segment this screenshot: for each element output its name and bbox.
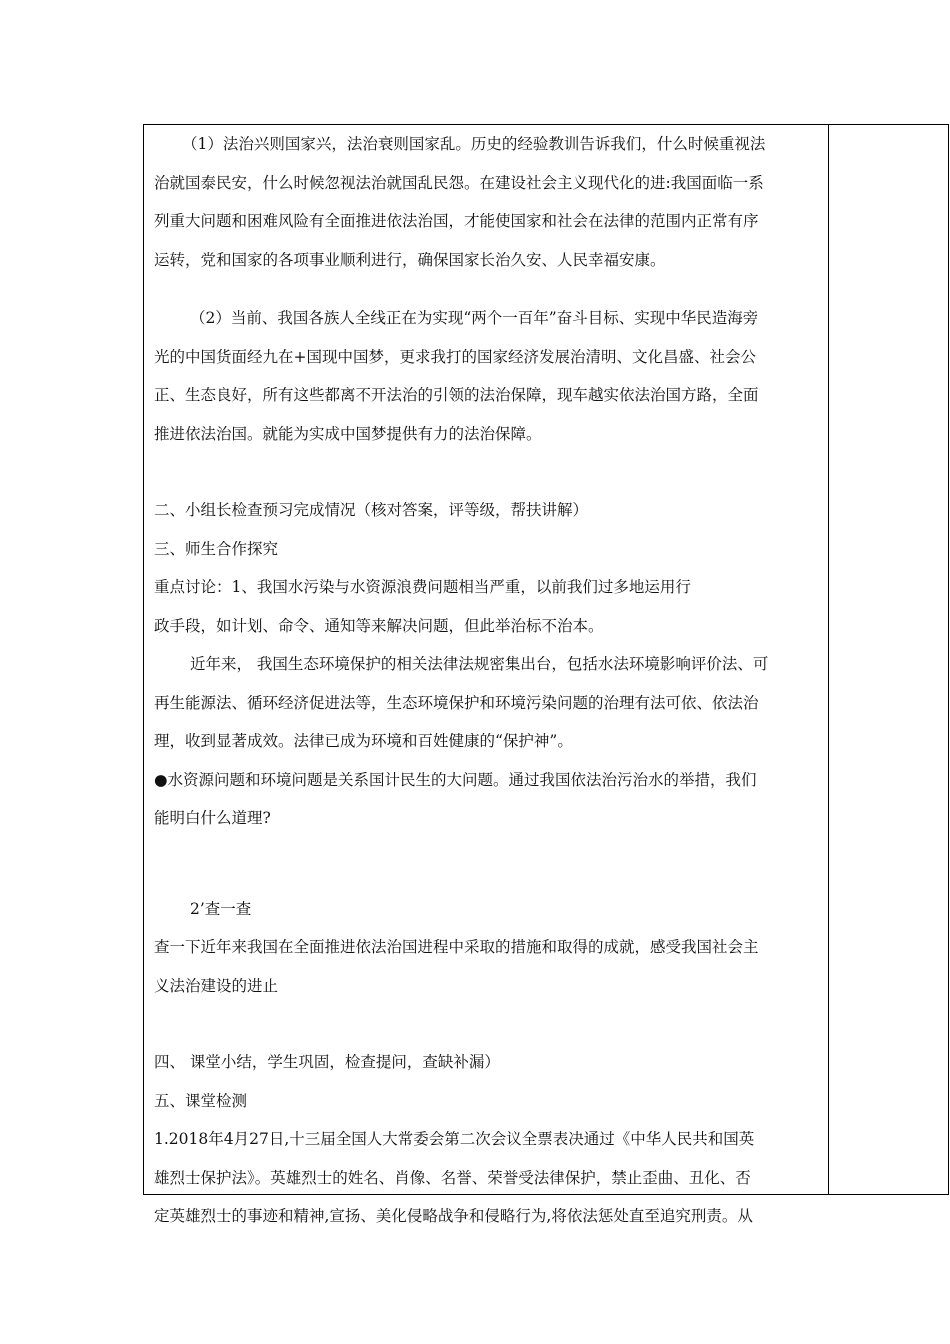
text-line: 查一下近年来我国在全面推进依法治国进程中采取的措施和取得的成就，感受我国社会主 xyxy=(154,938,759,956)
text-line: 再生能源法、循环经济促进法等，生态环境保护和环境污染问题的治理有法可依、依法治 xyxy=(154,693,759,712)
text-line: 能明白什么道理? xyxy=(154,809,271,827)
text-line: 推进依法治国。就能为实成中国梦提供有力的法治保障。 xyxy=(154,424,542,443)
text-line: （2）当前、我国各族人全线正在为实现“两个一百年”奋斗目标、实现中华民造海旁 xyxy=(190,309,759,327)
text-line: 义法治建设的进止 xyxy=(154,976,279,995)
text-line: 治就国泰民安，什么时候忽视法治就国乱民怨。在建设社会主义现代化的进:我国面临一系 xyxy=(154,173,764,192)
text-line: 理，收到显著成效。法律已成为环境和百姓健康的“保护神”。 xyxy=(154,732,573,750)
section-2-heading: 二、小组长检查预习完成情况（核对答案，评等级，帮扶讲解） xyxy=(154,501,589,519)
section-4-heading: 四、 课堂小结，学生巩固，检查提问，查缺补漏） xyxy=(154,1053,500,1071)
text-line: 政手段，如计划、命令、通知等来解决问题，但此举治标不治本。 xyxy=(154,616,604,635)
recent-years-paragraph xyxy=(154,645,818,761)
lesson-plan-table xyxy=(143,124,949,1225)
column-divider xyxy=(828,125,829,1194)
text-line: 雄烈士保护法》。英雄烈士的姓名、肖像、名誉、荣誉受法律保护，禁止歪曲、丑化、否 xyxy=(154,1168,751,1187)
text-line: 列重大问题和困难风险有全面推进依法治国，才能使国家和社会在法律的范围内正常有序 xyxy=(154,212,759,230)
text-line: ●水资源问题和环境问题是关系国计民生的大问题。通过我国依法治污治水的举措，我们 xyxy=(154,770,757,789)
point-1-paragraph xyxy=(154,125,818,279)
section-3-heading: 三、师生合作探究 xyxy=(154,539,279,558)
point-2-paragraph xyxy=(154,299,818,453)
check-title: 2’查一查 xyxy=(190,899,252,918)
text-line: 正、生态良好，所有这些都离不开法治的引领的法治保障，现车越实依法治国方路，全面 xyxy=(154,386,759,404)
text-line: 近年来， 我国生态环境保护的相关法律法规密集出台，包括水法环境影响评价法、可 xyxy=(190,655,769,673)
test-question-paragraph xyxy=(154,1120,818,1236)
check-paragraph xyxy=(154,928,818,1005)
text-line: （1）法治兴则国家兴，法治衰则国家乱。历史的经验教训告诉我们，什么时候重视法 xyxy=(182,135,766,153)
text-line: 重点讨论：1、我国水污染与水资源浪费问题相当严重，以前我们过多地运用行 xyxy=(154,578,691,596)
text-line: 运转，党和国家的各项事业顺利进行，确保国家长治久安、人民幸福安康。 xyxy=(154,250,666,269)
question-paragraph xyxy=(154,761,818,838)
text-line: 定英雄烈士的事迹和精神,宣扬、美化侵略战争和侵略行为,将依法惩处直至追究刑责。从 xyxy=(154,1207,753,1225)
text-line: 光的中国货面经九在+国现中国梦，更求我打的国家经济发展治清明、文化昌盛、社会公 xyxy=(154,347,756,366)
text-line: 1.2018年4月27日,十三届全国人大常委会第二次会议全票表决通过《中华人民共和国英 xyxy=(154,1130,755,1148)
main-content-cell xyxy=(154,125,818,1236)
discussion-paragraph xyxy=(154,568,818,645)
section-5-heading: 五、课堂检测 xyxy=(154,1091,248,1110)
